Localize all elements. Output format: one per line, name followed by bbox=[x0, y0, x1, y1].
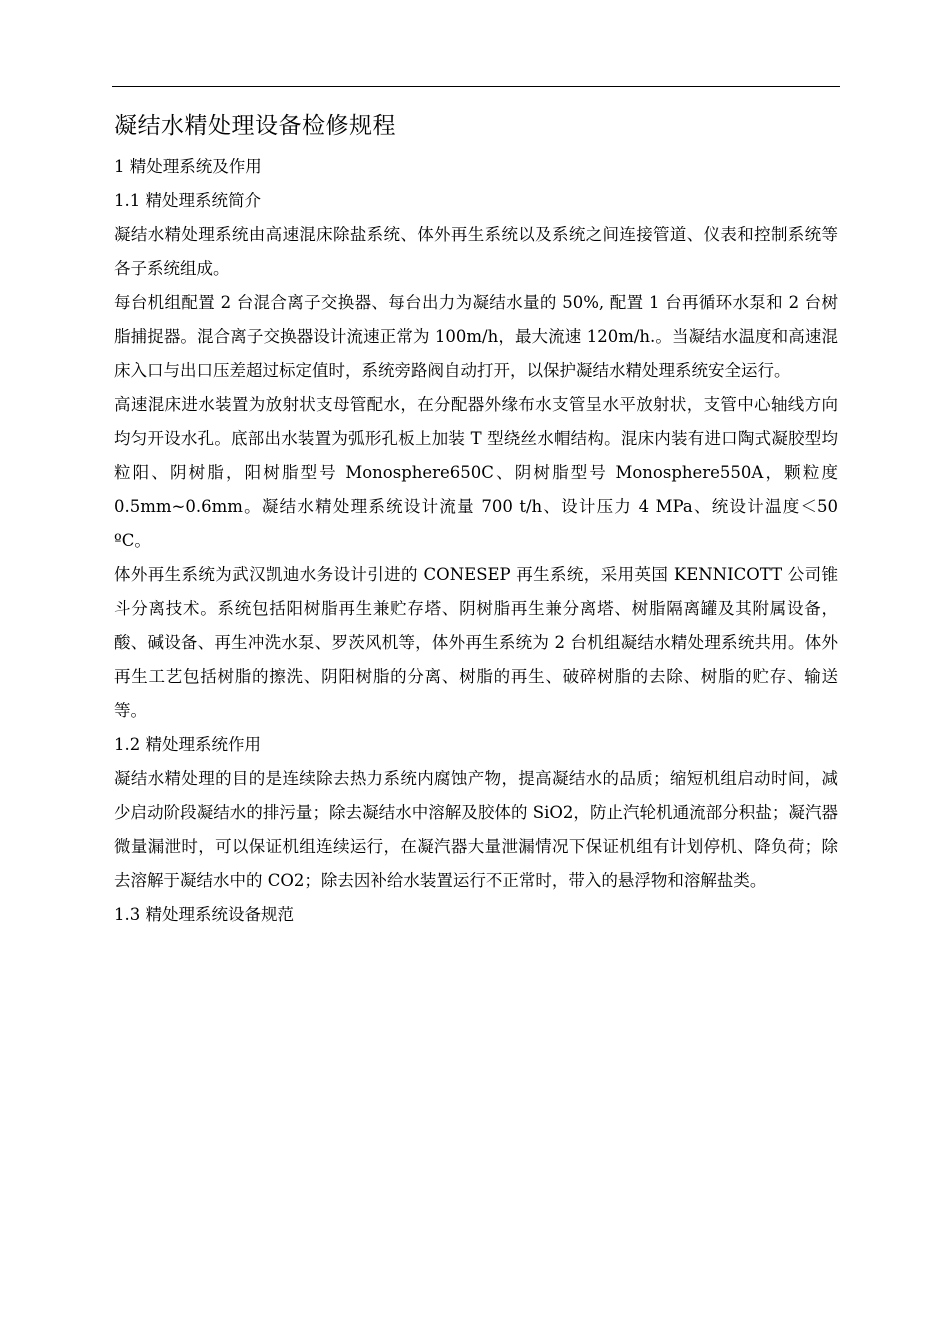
document-title: 凝结水精处理设备检修规程 bbox=[114, 113, 396, 139]
section-heading-1-2: 1.2 精处理系统作用 bbox=[114, 735, 261, 754]
header-rule bbox=[112, 86, 840, 87]
section-heading-1: 1 精处理系统及作用 bbox=[114, 157, 262, 176]
section-heading-1-1: 1.1 精处理系统简介 bbox=[114, 191, 261, 210]
paragraph-unit-configuration: 每台机组配置 2 台混合离子交换器、每台出力为凝结水量的 50%, 配置 1 台再循环水泵和 2 台树脂捕捉器。混合离子交换器设计流速正常为 100m/h，最大流速 120m/h.。当凝结水温度和高速混床入口与出口压差超过标定值时，系统旁路阀自动打开，以保护凝结水精处理系统安全运行。 bbox=[114, 293, 838, 380]
document-body bbox=[114, 108, 838, 932]
section-heading-1-3: 1.3 精处理系统设备规范 bbox=[114, 905, 294, 924]
paragraph-mixed-bed-design: 高速混床进水装置为放射状支母管配水，在分配器外缘布水支管呈水平放射状，支管中心轴线方向均匀开设水孔。底部出水装置为弧形孔板上加装 T 型绕丝水帽结构。混床内装有进口陶式凝胶型均粒阳、阴树脂，阳树脂型号 Monosphere650C、阴树脂型号 Monosphere550A，颗粒度 0.5mm~0.6mm。凝结水精处理系统设计流量 700 t/h、设计压力 4 MPa、统设计温度＜50 ºC。 bbox=[114, 395, 838, 550]
paragraph-system-purpose: 凝结水精处理的目的是连续除去热力系统内腐蚀产物，提高凝结水的品质；缩短机组启动时间，减少启动阶段凝结水的排污量；除去凝结水中溶解及胶体的 SiO2，防止汽轮机通流部分积盐；凝汽器微量漏泄时，可以保证机组连续运行，在凝汽器大量泄漏情况下保证机组有计划停机、降负荷；除去溶解于凝结水中的 CO2；除去因补给水装置运行不正常时，带入的悬浮物和溶解盐类。 bbox=[114, 769, 838, 890]
paragraph-external-regeneration: 体外再生系统为武汉凯迪水务设计引进的 CONESEP 再生系统，采用英国 KENNICOTT 公司锥斗分离技术。系统包括阳树脂再生兼贮存塔、阴树脂再生兼分离塔、树脂隔离罐及其附属设备，酸、碱设备、再生冲洗水泵、罗茨风机等，体外再生系统为 2 台机组凝结水精处理系统共用。体外再生工艺包括树脂的擦洗、阴阳树脂的分离、树脂的再生、破碎树脂的去除、树脂的贮存、输送等。 bbox=[114, 565, 838, 720]
paragraph-system-overview: 凝结水精处理系统由高速混床除盐系统、体外再生系统以及系统之间连接管道、仪表和控制系统等各子系统组成。 bbox=[114, 225, 838, 278]
